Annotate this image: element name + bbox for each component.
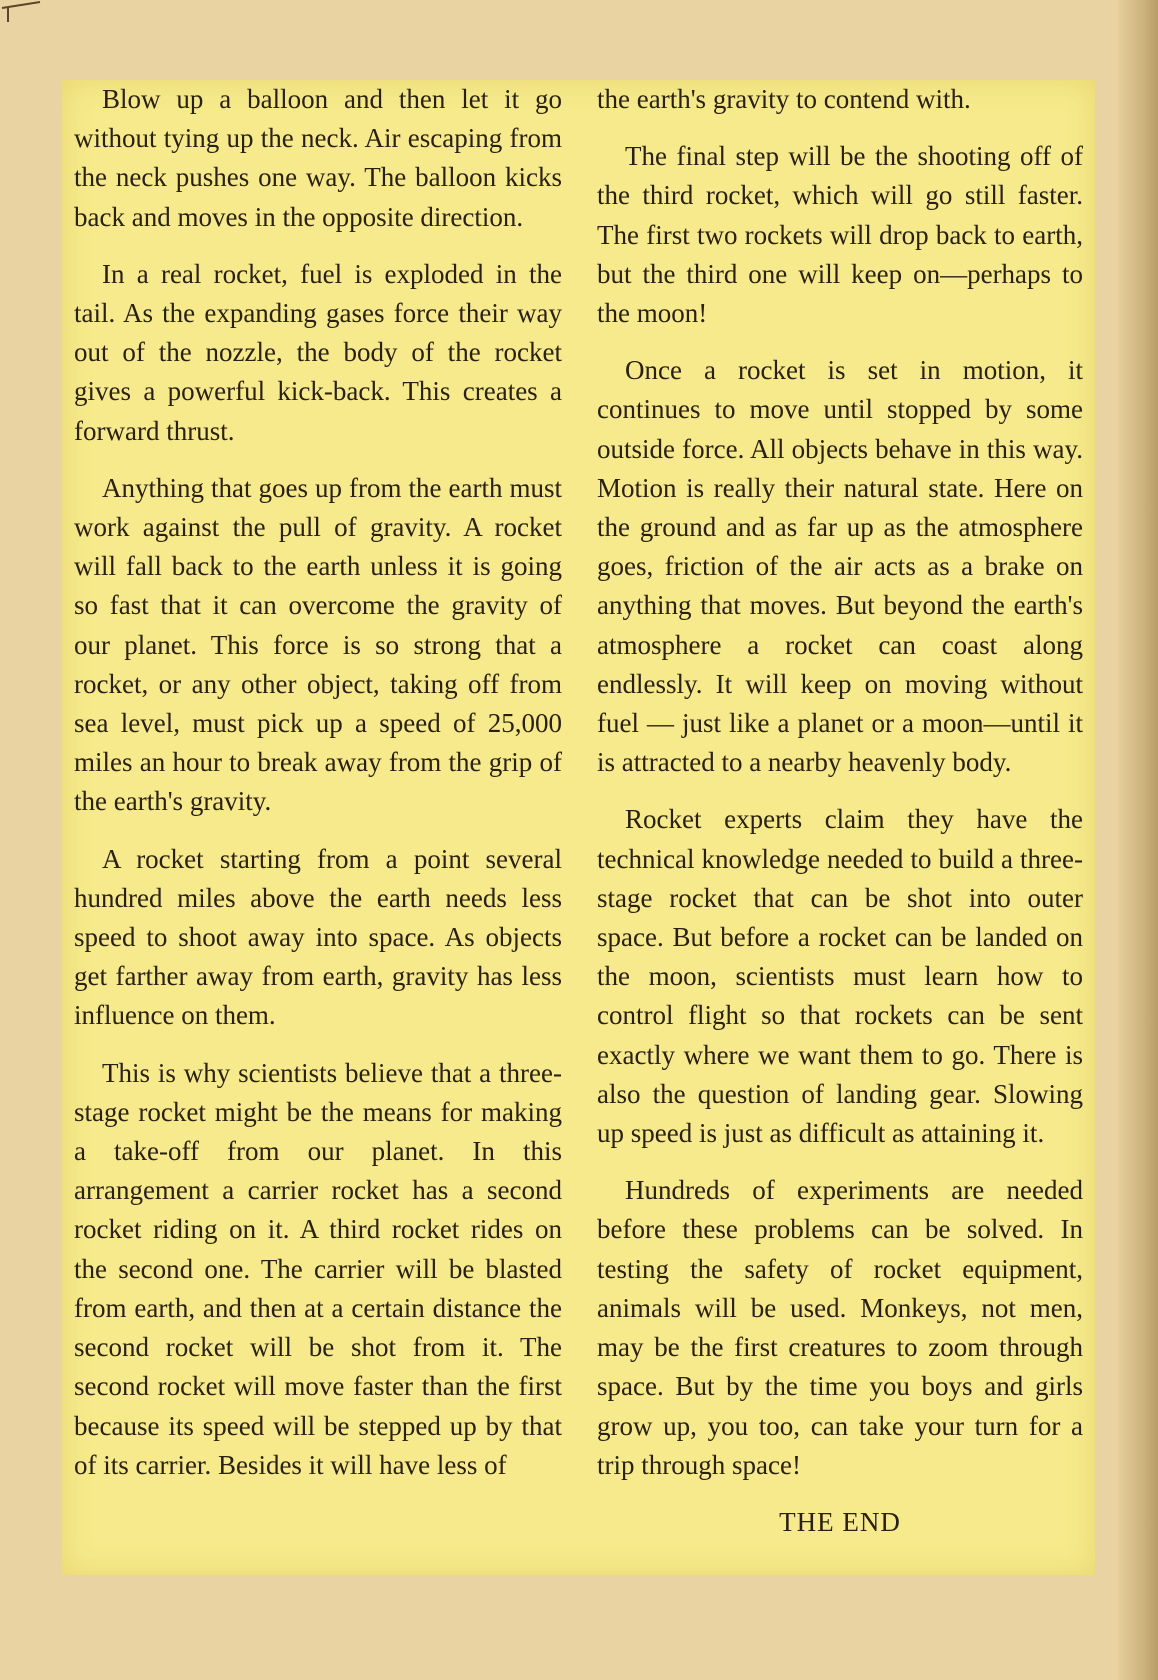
text-panel bbox=[62, 80, 1095, 1575]
page-edge bbox=[1118, 0, 1158, 1680]
left-column bbox=[74, 80, 562, 1503]
end-marker: THE END bbox=[779, 1506, 901, 1537]
paragraph: Rocket experts claim they have the technical knowledge needed to build a three-stage rocket that can be shot into outer space. But before a rocket can be landed on the moon, scientists must learn how to control flight so that rockets can be sent exactly where we want them to go. There is also the question of landing gear. Slowing up speed is just as difficult as attaining it. bbox=[597, 804, 1083, 1149]
paragraph: A rocket starting from a point several hundred miles above the earth needs less speed to shoot away into space. As objects get farther away from earth, gravity has less influence on them. bbox=[74, 843, 562, 1031]
paragraph: The final step will be the shooting off of the third rocket, which will go still faster. The first two rockets will drop back to earth, but the third one will keep on—perhaps to the moon! bbox=[597, 141, 1083, 329]
corner-mark-decoration bbox=[0, 0, 60, 30]
continuation-line: the earth's gravity to contend with. bbox=[597, 84, 971, 114]
right-column bbox=[597, 80, 1083, 1560]
paragraph: Once a rocket is set in motion, it continues to move until stopped by some outside force. All objects behave in this way. Motion is really their natural state. Here on the ground and as far up as the atmosphere goes, friction of the air acts as a brake on anything that moves. But beyond the earth's atmosphere a rocket can coast along endlessly. It will keep on moving without fuel — just like a planet or a moon—until it is attracted to a nearby heavenly body. bbox=[597, 355, 1083, 778]
paragraph: Blow up a balloon and then let it go without tying up the neck. Air escaping from the neck pushes one way. The balloon kicks back and moves in the opposite direction. bbox=[74, 84, 562, 232]
paragraph: Anything that goes up from the earth must work against the pull of gravity. A rocket will fall back to the earth unless it is going so fast that it can overcome the gravity of our planet. This force is so strong that a rocket, or any other object, taking off from sea level, must pick up a speed of 25,000 miles an hour to break away from the grip of the earth's gravity. bbox=[74, 472, 562, 817]
paragraph: This is why scientists believe that a three-stage rocket might be the means for making a take-off from our planet. In this arrangement a carrier rocket has a second rocket riding on it. A third rocket rides on the second one. The carrier will be blasted from earth, and then at a certain distance the second rocket will be shot from it. The second rocket will move faster than the first because its speed will be stepped up by that of its carrier. Besides it will have less of bbox=[74, 1057, 562, 1480]
paragraph: Hundreds of experiments are needed before these problems can be solved. In testing the safety of rocket equipment, animals will be used. Monkeys, not men, may be the first creatures to zoom through space. But by the time you boys and girls grow up, you too, can take your turn for a trip through space! bbox=[597, 1175, 1083, 1480]
paragraph: In a real rocket, fuel is exploded in the tail. As the expanding gases force their way out of the nozzle, the body of the rocket gives a powerful kick-back. This creates a forward thrust. bbox=[74, 258, 562, 446]
